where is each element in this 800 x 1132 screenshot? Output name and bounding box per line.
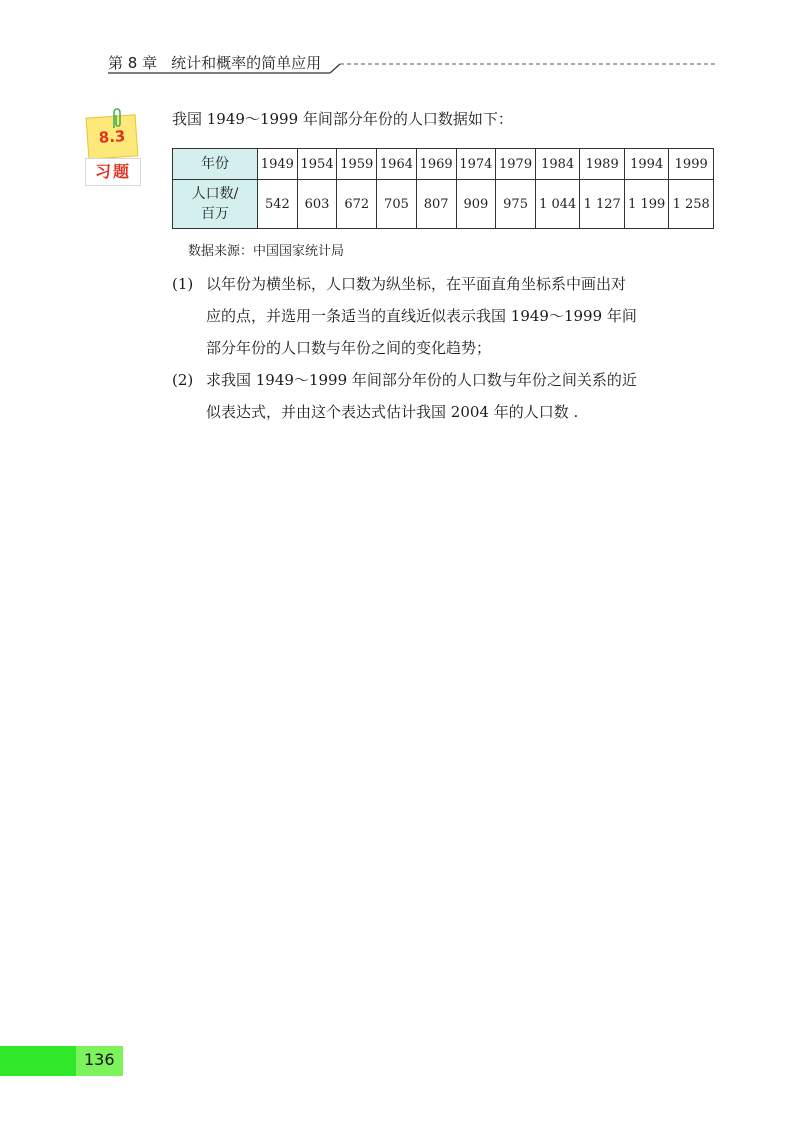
table-cell-year: 1999	[669, 149, 714, 180]
table-cell-population: 705	[377, 180, 417, 229]
table-cell-year: 1974	[456, 149, 496, 180]
exercise-badge	[83, 108, 141, 184]
question-2	[172, 364, 732, 428]
question-line: 似表达式，并由这个表达式估计我国 2004 年的人口数 .	[206, 403, 579, 421]
table-cell-year: 1989	[580, 149, 625, 180]
question-line: 部分年份的人口数与年份之间的变化趋势；	[206, 339, 492, 357]
exercise-label: 习题	[85, 158, 141, 186]
table-cell-population: 1 044	[535, 180, 580, 229]
table-cell-population: 1 258	[669, 180, 714, 229]
table-cell-year: 1984	[535, 149, 580, 180]
table-header-population-line1: 人口数/	[191, 186, 239, 202]
question-line: 以年份为横坐标，人口数为纵坐标，在平面直角坐标系中画出对	[206, 275, 627, 293]
table-cell-population: 807	[416, 180, 456, 229]
table-cell-year: 1949	[258, 149, 298, 180]
question-1	[172, 268, 732, 364]
table-cell-year: 1954	[297, 149, 337, 180]
problem-intro: 我国 1949～1999 年间部分年份的人口数据如下：	[172, 110, 513, 128]
page-bar-accent	[0, 1046, 76, 1076]
table-cell-population: 542	[258, 180, 298, 229]
table-row-years	[173, 149, 714, 180]
table-cell-population: 1 199	[624, 180, 669, 229]
question-line: 求我国 1949～1999 年间部分年份的人口数与年份之间关系的近	[206, 371, 637, 389]
population-table	[172, 148, 714, 229]
table-header-population-line2: 百万	[201, 206, 229, 222]
table-header-year: 年份	[173, 149, 258, 180]
table-cell-population: 672	[337, 180, 377, 229]
paperclip-icon	[111, 108, 123, 130]
table-cell-year: 1979	[496, 149, 536, 180]
running-header	[108, 50, 718, 76]
table-cell-year: 1959	[337, 149, 377, 180]
question-number: (2)	[172, 371, 194, 389]
table-row-population	[173, 180, 714, 229]
table-cell-population: 909	[456, 180, 496, 229]
table-cell-year: 1994	[624, 149, 669, 180]
question-line: 应的点，并选用一条适当的直线近似表示我国 1949～1999 年间	[206, 307, 637, 325]
table-cell-population: 975	[496, 180, 536, 229]
section-note: 8.3	[86, 114, 139, 159]
question-number: (1)	[172, 275, 194, 293]
table-cell-year: 1969	[416, 149, 456, 180]
chapter-title: 统计和概率的简单应用	[171, 54, 322, 72]
table-cell-population: 603	[297, 180, 337, 229]
table-header-population	[173, 180, 258, 229]
data-source-note: 数据来源：中国国家统计局	[188, 244, 345, 259]
table-cell-year: 1964	[377, 149, 417, 180]
table-cell-population: 1 127	[580, 180, 625, 229]
page-number: 136	[84, 1050, 115, 1069]
page-number-bar	[0, 1046, 123, 1076]
chapter-number: 第 8 章	[108, 54, 158, 72]
